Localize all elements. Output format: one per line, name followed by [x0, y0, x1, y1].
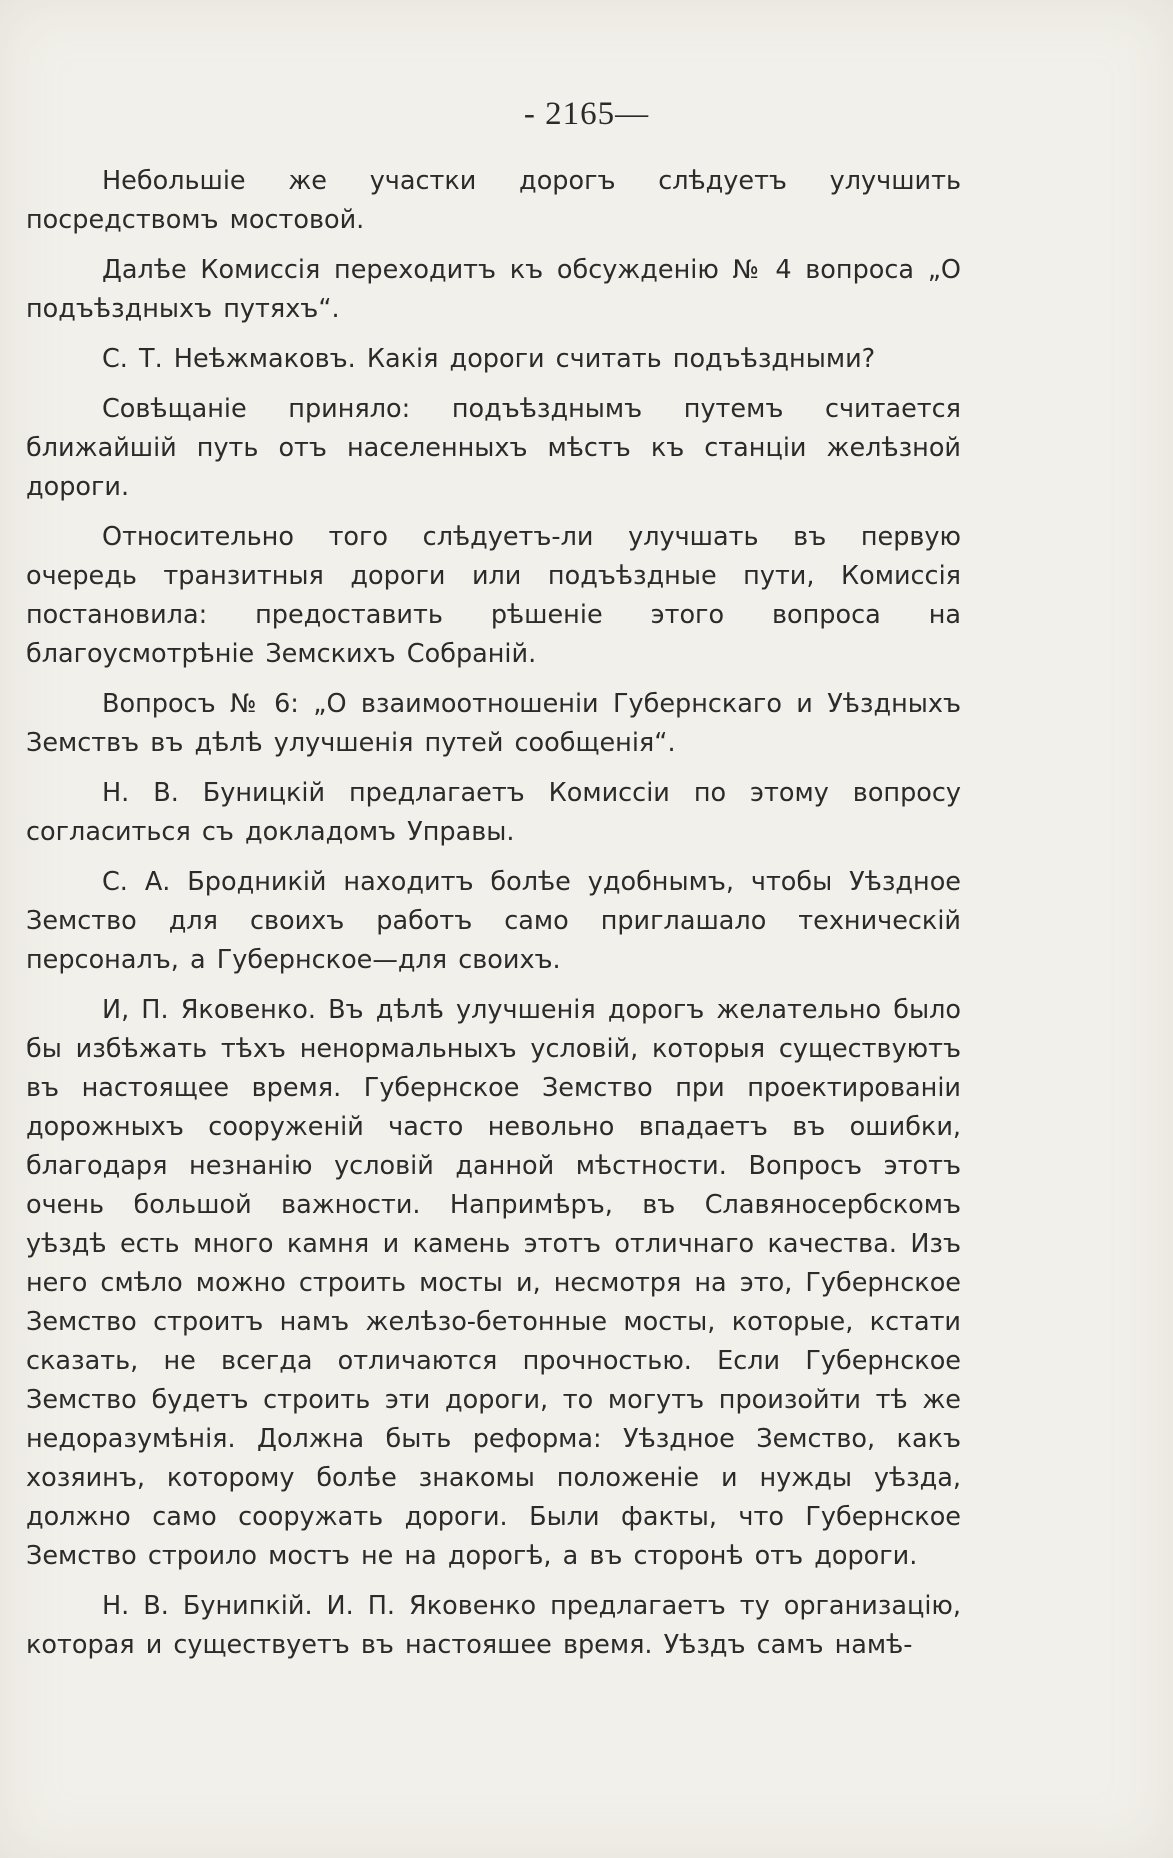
body-text — [26, 162, 961, 1665]
paragraph: Далѣе Комиссія переходитъ къ обсужденію № 4 вопроса „О подъѣздныхъ путяхъ“. — [26, 255, 961, 324]
page-number: - 2165— — [523, 96, 650, 132]
paragraph: Н. В. Бунипкій. И. П. Яковенко предлагаетъ ту организацію, которая и существуетъ въ настояшее время. Уѣздъ самъ намѣ- — [26, 1591, 961, 1660]
paragraph: Вопросъ № 6: „О взаимоотношеніи Губернскаго и Уѣздныхъ Земствъ въ дѣлѣ улучшенія путей сообщенія“. — [26, 689, 961, 758]
paragraph: С. Т. Неѣжмаковъ. Какія дороги считать подъѣздными? — [102, 344, 876, 374]
paragraph: С. А. Бродникій находитъ болѣе удобнымъ, чтобы Уѣздное Земство для своихъ работъ само приглашало техническій персоналъ, а Губернское—для своихъ. — [26, 867, 961, 975]
paragraph: Относительно того слѣдуетъ-ли улучшать въ первую очередь транзитныя дороги или подъѣздные пути, Комиссія постановила: предоставить рѣшеніе этого вопроса на благоусмотрѣніе Земскихъ Собраній. — [26, 522, 961, 669]
paragraph: И, П. Яковенко. Въ дѣлѣ улучшенія дорогъ желательно было бы избѣжать тѣхъ ненормальныхъ условій, которыя существуютъ въ настоящее время. Губернское Земство при проектированіи дорожныхъ сооруженій часто невольно впадаетъ въ ошибки, благодаря незнанію условій данной мѣстности. Вопросъ этотъ очень большой важности. Напримѣръ, въ Славяносербскомъ уѣздѣ есть много камня и камень этотъ отличнаго качества. Изъ него смѣло можно строить мосты и, несмотря на это, Губернское Земство строитъ намъ желѣзо-бетонные мосты, которые, кстати сказать, не всегда отличаются прочностью. Если Губернское Земство будетъ строить эти дороги, то могутъ произойти тѣ же недоразумѣнія. Должна быть реформа: Уѣздное Земство, какъ хозяинъ, которому болѣе знакомы положеніе и нужды уѣзда, должно само сооружать дороги. Были факты, что Губернское Земство строило мостъ не на дорогѣ, а въ сторонѣ отъ дороги. — [26, 995, 961, 1571]
paragraph: Совѣщаніе приняло: подъѣзднымъ путемъ считается ближайшій путь отъ населенныхъ мѣстъ къ станціи желѣзной дороги. — [26, 394, 961, 502]
paragraph: Небольшіе же участки дорогъ слѣдуетъ улучшить посредствомъ мостовой. — [26, 166, 961, 235]
paragraph: Н. В. Буницкій предлагаетъ Комиссіи по этому вопросу согласиться съ докладомъ Управы. — [26, 778, 961, 847]
